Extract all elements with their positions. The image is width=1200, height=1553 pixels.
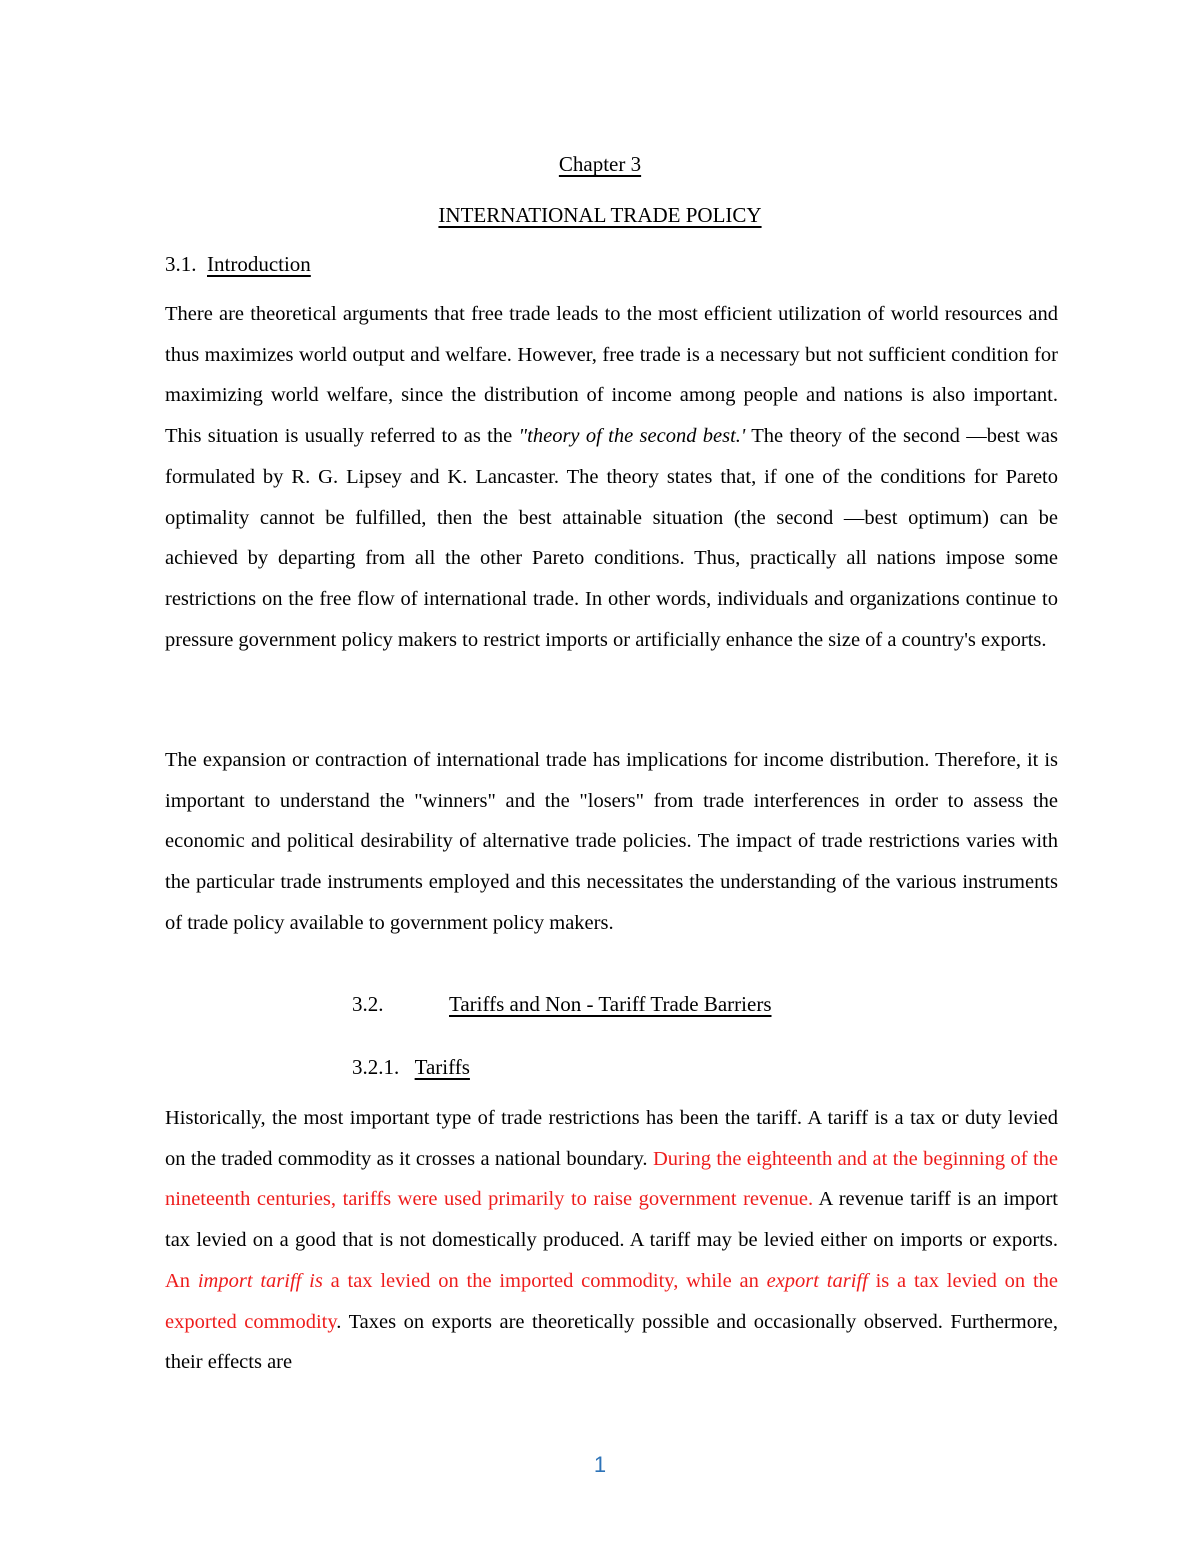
- intro-text-1: There are theoretical arguments that free trade leads to the most efficient utilization of world resources and thus maximizes world output and welfare. However, free trade is a necessary but not sufficient condition for maximizing world welfare, since the distribution of income among people and nations is also important. This situation is usually referred to as the: [165, 303, 1058, 448]
- tariffs-highlight-4: is a tax levied on the exported commodity: [165, 1269, 1059, 1333]
- intro-paragraph-2: The expansion or contraction of international trade has implications for income distribution. Therefore, it is important to understand the "winners" and the "losers" from trade interferences in order to assess the economic and political desirability of alternative trade policies. The impact of trade restrictions varies with the particular trade instruments employed and this necessitates the understanding of the various instruments of trade policy available to government policy makers.: [165, 749, 1058, 934]
- section-3-2-heading: [352, 992, 772, 1017]
- tariffs-highlight-1: During the eighteenth and at the beginning of the nineteenth centuries, tariffs were used primarily to raise government revenue.: [165, 1147, 1058, 1211]
- section-3-2-1-heading: [352, 1055, 470, 1080]
- tariffs-highlight-3: a tax levied on the imported commodity, while an: [322, 1269, 767, 1292]
- section-title: Tariffs and Non - Tariff Trade Barriers: [449, 992, 772, 1016]
- section-title: Introduction: [207, 252, 311, 276]
- intro-text-2: The theory of the second —best was formulated by R. G. Lipsey and K. Lancaster. The theory states that, if one of the conditions for Pareto optimality cannot be fulfilled, then the best attainable situation (the second —best optimum) can be achieved by departing from all the other Pareto conditions. Thus, practically all nations impose some restrictions on the free flow of international trade. In other words, individuals and organizations continue to pressure government policy makers to restrict imports or artificially enhance the size of a country's exports.: [165, 425, 1058, 651]
- intro-paragraph-1: [165, 294, 1058, 660]
- chapter-heading: Chapter 3: [558, 152, 642, 176]
- intro-italic-term: "theory of the second best.': [518, 425, 746, 448]
- export-tariff-term: export tariff: [766, 1269, 868, 1292]
- section-title: Tariffs: [414, 1055, 470, 1079]
- import-tariff-term: import tariff is: [197, 1269, 323, 1292]
- page-number: 1: [593, 1452, 607, 1477]
- tariffs-highlight-2: An: [165, 1269, 198, 1292]
- tariffs-paragraph: [165, 1098, 1058, 1383]
- tariffs-text-1: Historically, the most important type of trade restrictions has been the tariff. A tariff is a tax or duty levied on the traded commodity as it crosses a national boundary.: [165, 1107, 1058, 1170]
- tariffs-text-2: A revenue tariff is an import tax levied on a good that is not domestically produced. A tariff may be levied either on imports or exports.: [165, 1188, 1058, 1252]
- chapter-title: INTERNATIONAL TRADE POLICY: [438, 203, 762, 227]
- section-number: 3.2.1.: [352, 1055, 400, 1079]
- section-number: 3.1.: [165, 252, 197, 276]
- tariffs-text-3: . Taxes on exports are theoretically possible and occasionally observed. Furthermore, their effects are: [165, 1310, 1058, 1374]
- section-number: 3.2.: [352, 992, 384, 1016]
- section-3-1-heading: [165, 252, 311, 277]
